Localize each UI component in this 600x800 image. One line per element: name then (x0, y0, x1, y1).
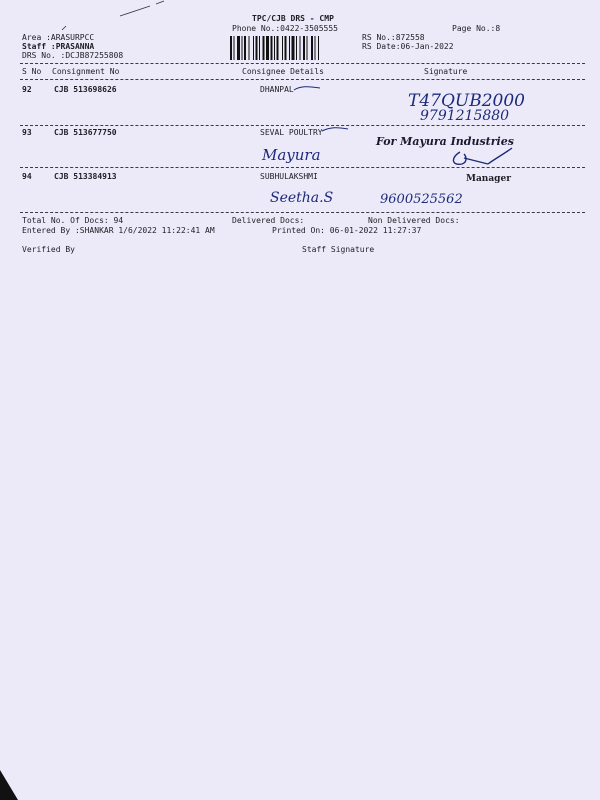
page-number: Page No.:8 (452, 24, 501, 33)
divider (20, 167, 585, 168)
row-consignment: CJB 513384913 (54, 172, 117, 181)
total-docs: Total No. Of Docs: 94 (22, 216, 124, 225)
column-header-consignee: Consignee Details (242, 67, 324, 76)
divider (20, 63, 585, 64)
signature-scribble (320, 125, 350, 137)
divider (20, 79, 585, 80)
row-signature-phone: 9600525562 (380, 192, 463, 207)
non-delivered-docs: Non Delivered Docs: (368, 216, 460, 225)
phone-number: Phone No.:0422-3505555 (232, 24, 338, 33)
row-consignee: DHANPAL (260, 85, 294, 94)
staff-signature: Staff Signature (302, 245, 375, 254)
row-consignment: CJB 513677750 (54, 128, 117, 137)
company-stamp: For Mayura Industries (376, 135, 514, 148)
row-consignee: SUBHULAKSHMI (260, 172, 318, 181)
pen-mark-decoration (60, 0, 170, 34)
manager-signature (448, 144, 518, 176)
column-header-consignment: Consignment No (52, 67, 120, 76)
document-title: TPC/CJB DRS - CMP (252, 14, 334, 23)
row-signature-phone: 9791215880 (420, 108, 510, 124)
row-signature-name: Seetha.S (270, 190, 334, 206)
divider (20, 125, 585, 126)
row-signature-vehicle: T47QUB2000 (408, 91, 525, 111)
area-label: Area :ARASURPCC (22, 33, 95, 42)
signature-scribble (292, 82, 322, 96)
row-sno: 93 (22, 128, 32, 137)
column-header-signature: Signature (424, 67, 468, 76)
printed-on: Printed On: 06-01-2022 11:27:37 (272, 226, 422, 235)
rs-number: RS No.:872558 (362, 33, 425, 42)
stamp-role: Manager (466, 174, 511, 184)
divider (20, 212, 585, 213)
row-signature-name: Mayura (262, 146, 321, 164)
row-consignment: CJB 513698626 (54, 85, 117, 94)
rs-date: RS Date:06-Jan-2022 (362, 42, 454, 51)
row-sno: 94 (22, 172, 32, 181)
delivered-docs: Delivered Docs: (232, 216, 305, 225)
drs-number: DRS No. :DCJB87255808 (22, 51, 124, 60)
staff-label: Staff :PRASANNA (22, 42, 95, 51)
scan-corner-shadow (0, 770, 18, 800)
row-consignee: SEVAL POULTRY (260, 128, 323, 137)
barcode-image (230, 36, 352, 60)
verified-by: Verified By (22, 245, 75, 254)
entered-by: Entered By :SHANKAR 1/6/2022 11:22:41 AM (22, 226, 215, 235)
row-sno: 92 (22, 85, 32, 94)
column-header-sno: S No (22, 67, 42, 76)
